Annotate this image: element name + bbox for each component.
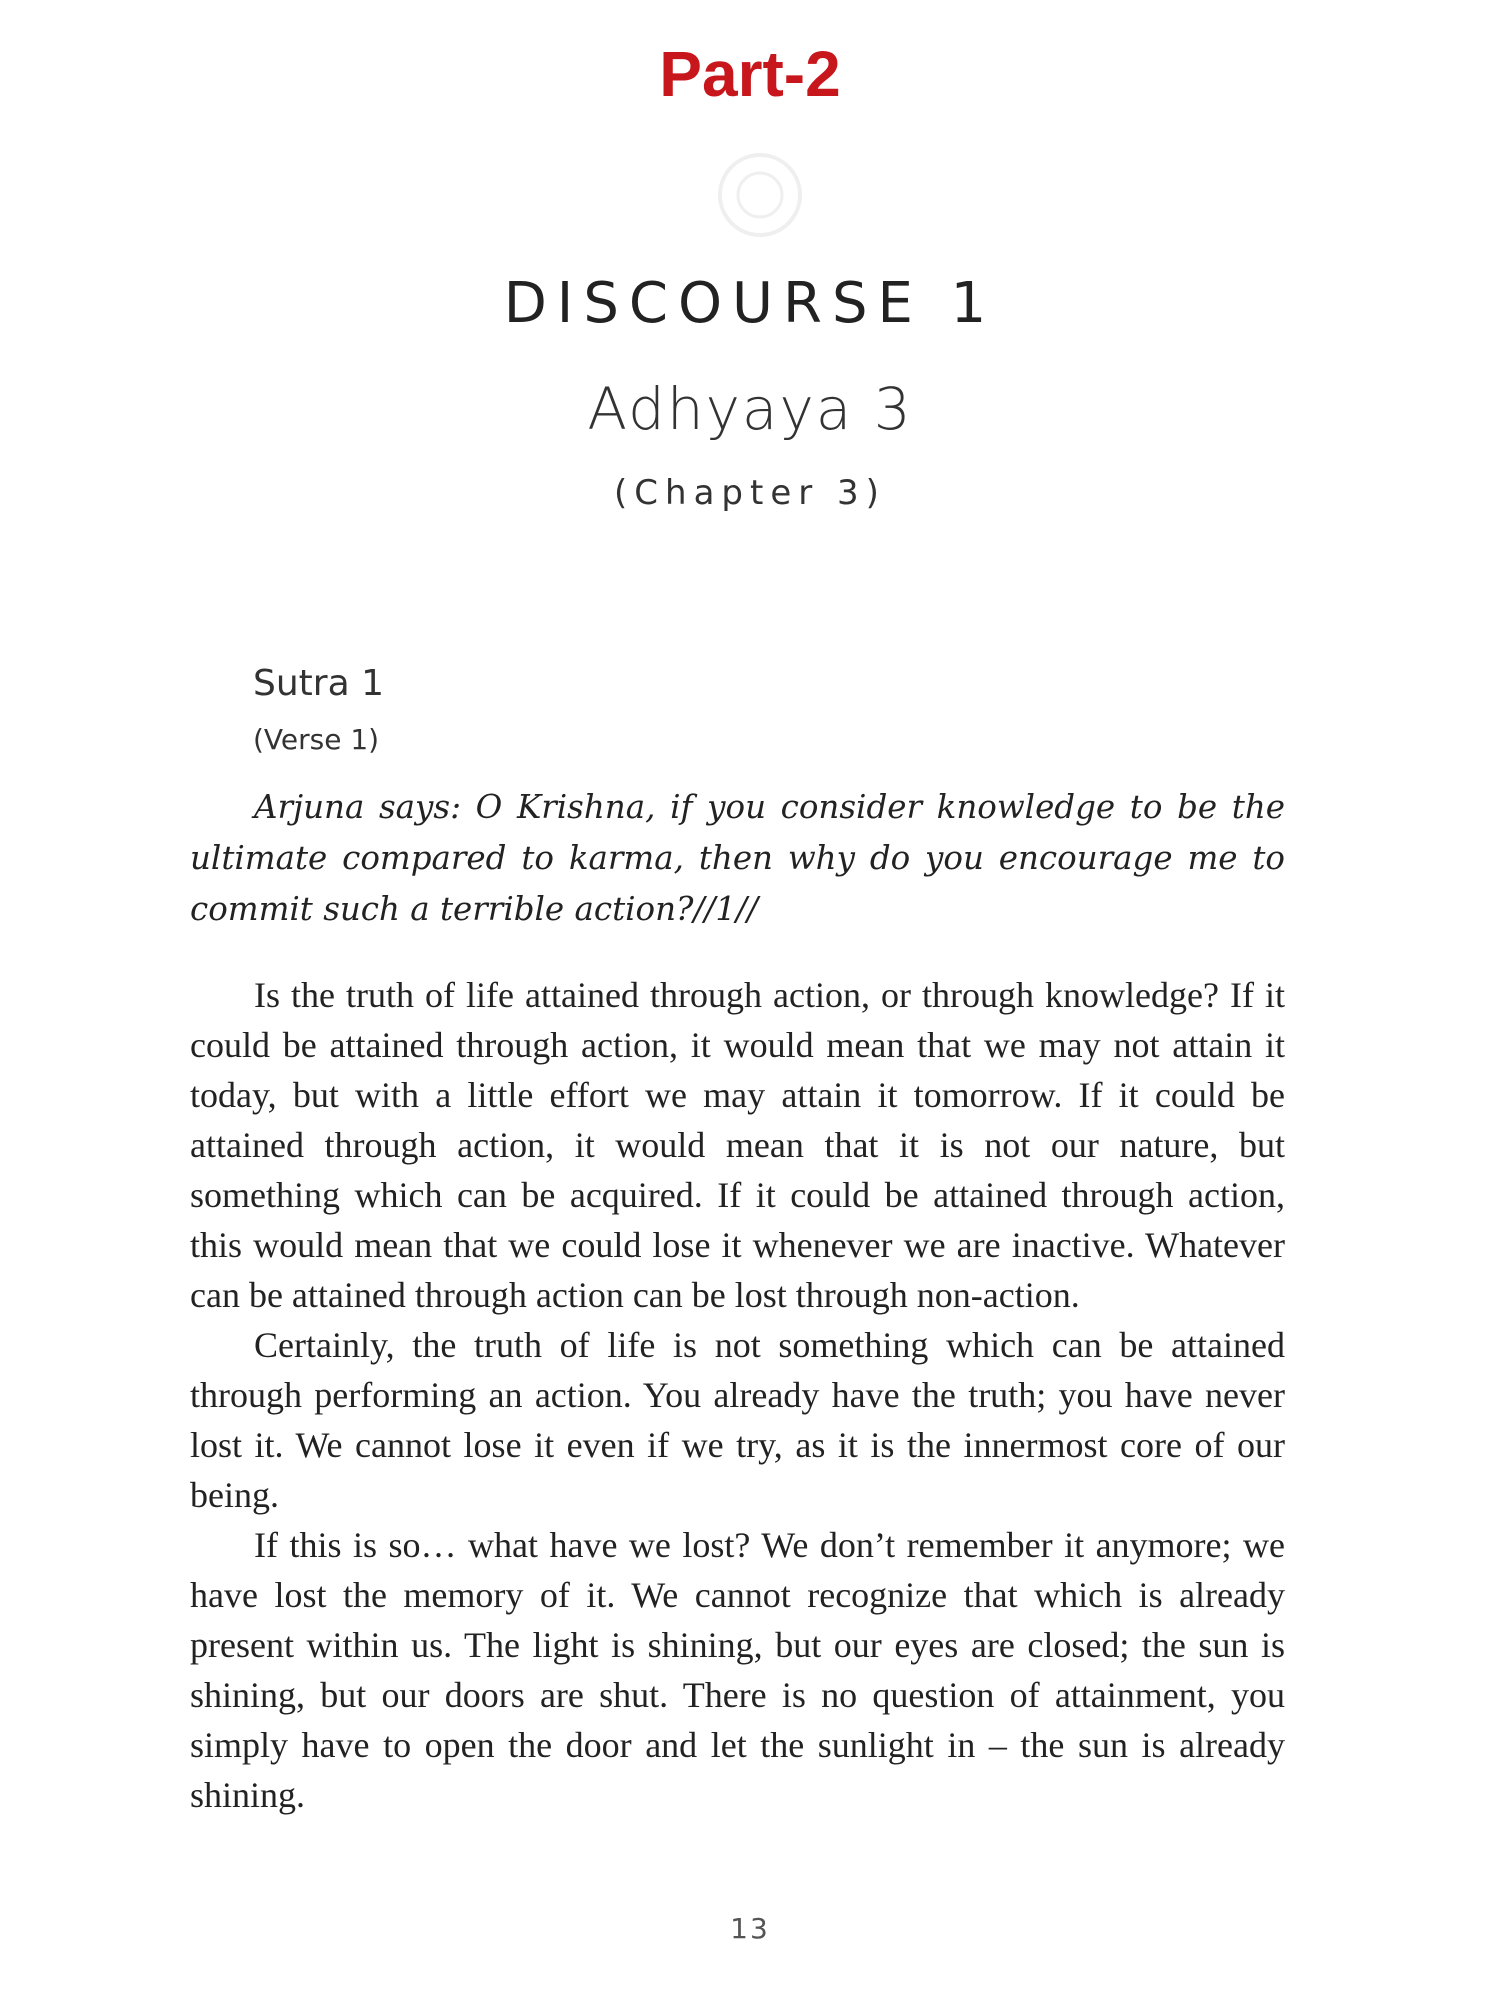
chapter-subtitle: (Chapter 3) bbox=[614, 473, 886, 513]
verse-label: (Verse 1) bbox=[253, 723, 380, 756]
verse-text: Arjuna says: O Krishna, if you consider knowledge to be the ultimate compared to karma, then why do you encourage me to commit such a terrible action?//1// bbox=[190, 788, 1285, 928]
body-text bbox=[190, 970, 1285, 1820]
body-paragraph: Certainly, the truth of life is not something which can be attained through performing an action. You already have the truth; you have never lost it. We cannot lose it even if we try, as it is the innermost core of our being. bbox=[190, 1325, 1285, 1515]
body-paragraph: Is the truth of life attained through action, or through knowledge? If it could be attained through action, it would mean that we may not attain it today, but with a little effort we may attain it tomorrow. If it could be attained through action, it would mean that it is not our nature, but something which can be acquired. If it could be attained through action, this would mean that we could lose it whenever we are inactive. Whatever can be attained through action can be lost through non-action. bbox=[190, 975, 1285, 1315]
part-title: Part-2 bbox=[659, 38, 841, 110]
page-number: 13 bbox=[730, 1912, 770, 1945]
faint-watermark-ornament bbox=[685, 140, 835, 250]
sutra-heading: Sutra 1 bbox=[253, 663, 384, 704]
body-paragraph: If this is so… what have we lost? We don’t remember it anymore; we have lost the memory of it. We cannot recognize that which is already present within us. The light is shining, but our eyes are closed; the sun is shining, but our doors are shut. There is no question of attainment, you simply have to open the door and let the sunlight in – the sun is already shining. bbox=[190, 1525, 1285, 1815]
discourse-title: DISCOURSE 1 bbox=[503, 271, 997, 336]
adhyaya-title: Adhyaya 3 bbox=[587, 375, 913, 443]
